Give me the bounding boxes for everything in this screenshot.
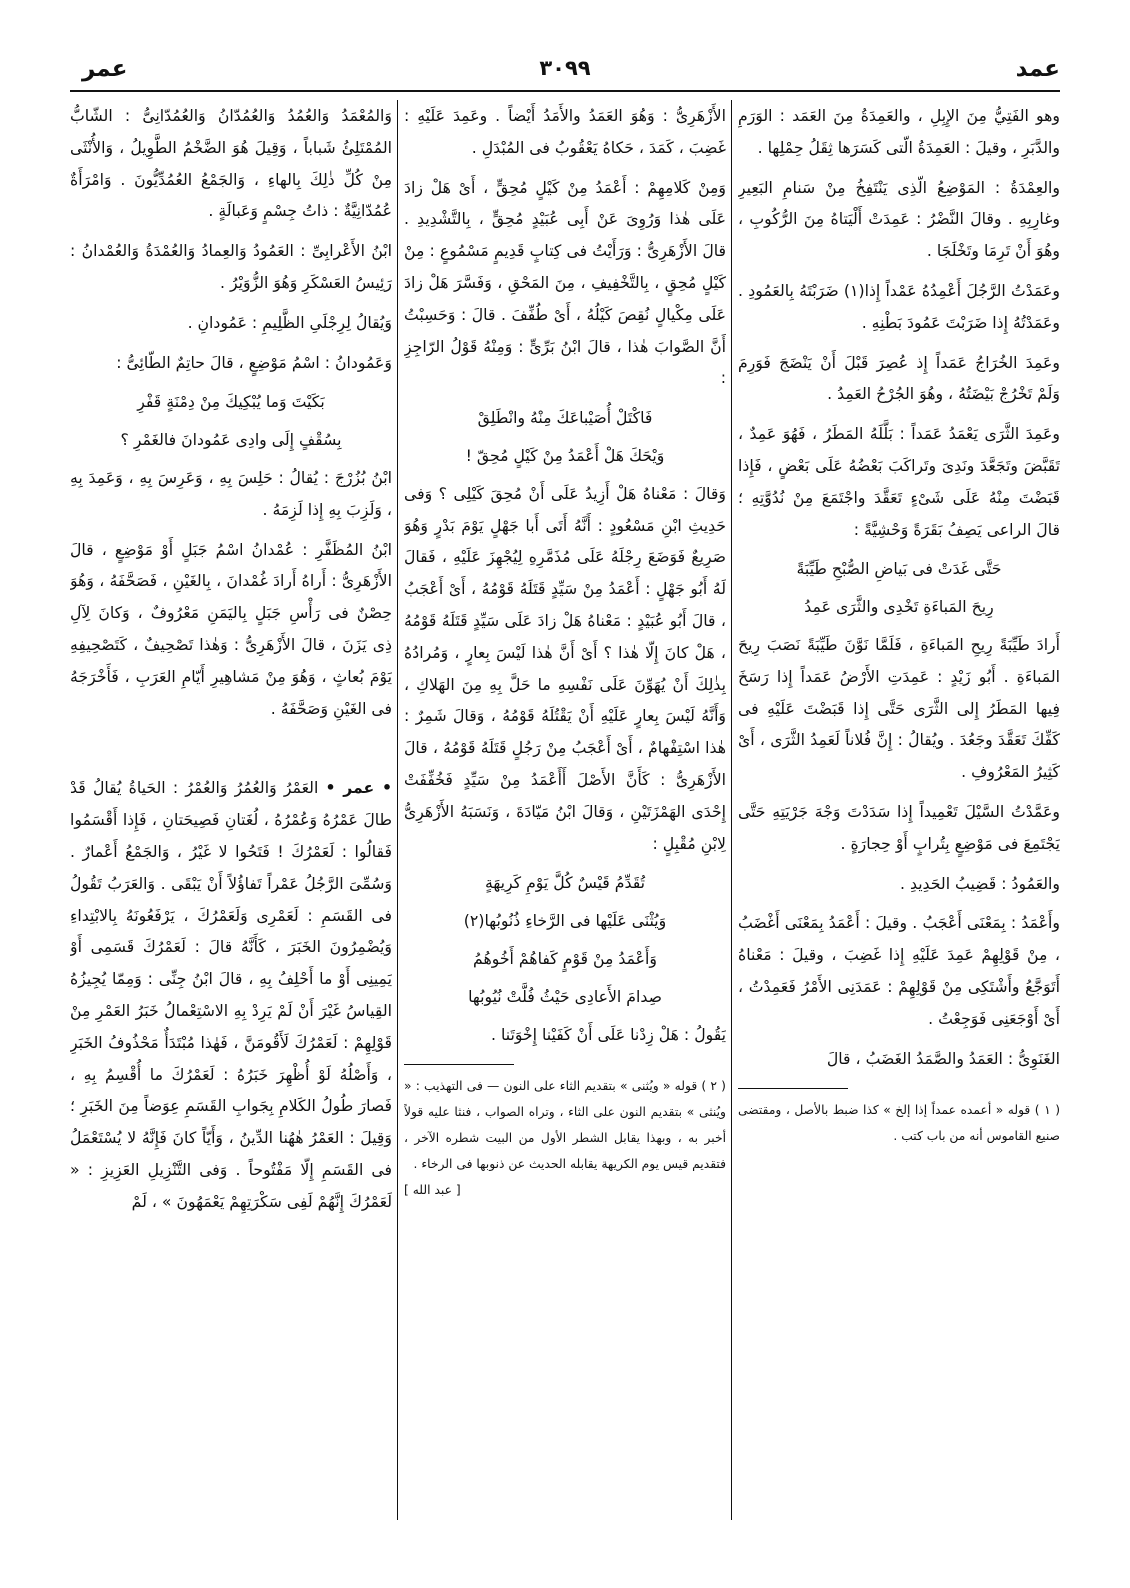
header-root-left: عمر	[82, 56, 128, 82]
header-root-right: عمد	[1015, 56, 1060, 82]
verse-line: صِدامَ الأَعادِى حَيْثُ فُلَّتْ نُيُوبُها	[468, 986, 662, 1006]
entry-heading: • عمر •	[325, 778, 392, 798]
verse-line: وَأَعْمَدُ مِنْ قَوْمٍ كَفاهُمْ أَخُوهُمُ	[473, 948, 657, 968]
footnote-signature: [ عبد الله ]	[404, 1183, 461, 1198]
paragraph: وَالمُعْمَدُ وَالعُمُدُ وَالعُمُدّانُ وَالعُمُدّانِىُّ : الشّابُّ المُمْتَلِئُ شَباباً ، وَقِيلَ هُوَ الضَّخْمُ الطَّوِيلُ ، وَالأُنْثَى مِنْ كُلِّ ذٰلِكَ بِالهاءِ ، وَالجَمْعُ العُمُدِّيُّونَ . وَامْرَأَةٌ عُمُدّانِيَّةٌ : ذاتُ جِسْمٍ وَعَبالَةٍ .	[70, 106, 392, 221]
verse-line: وَيُثْنَى عَلَيْها فى الرَّخاءِ ذُنُوبُها(٢)	[463, 911, 667, 931]
paragraph: والعَمُودُ : قَضِيبُ الحَدِيدِ .	[899, 873, 1060, 893]
entry-paragraph	[70, 772, 392, 1217]
column-right	[738, 100, 1060, 1520]
paragraph: وَيُقالُ لِرِجْلَىِ الظَّلِيمِ : عَمُودانِ .	[187, 312, 392, 332]
paragraph: وعَمَّدْتُ السَّيْلَ تَعْمِيداً إِذا سَدَدْتَ وَجْهَ جَرْيَتِهِ حَتَّى يَجْتَمِعَ فى مَوْضِعٍ بِتُرابٍ أَوْ حِجارَةٍ .	[738, 801, 1060, 853]
paragraph: وَعَمُودانُ : اسْمُ مَوْضِعٍ ، قالَ حاتِمٌ الطّائِىُّ :	[116, 352, 392, 372]
verse-line: بَكَيْتَ وَما يُبْكِيكَ مِنْ دِمْنَةٍ قَفْرِ	[137, 392, 325, 412]
paragraph: ابْنُ بُزُرْجَ : يُقالُ : حَلِسَ بِهِ ، وَعَرِسَ بِهِ ، وَعَمِدَ بِهِ ، وَلَزِبَ بِهِ إِذا لَزِمَهُ .	[70, 467, 392, 519]
column-middle	[404, 100, 726, 1520]
page-number: ٣٠٩٩	[539, 56, 591, 80]
verse-line: وَيْحَكَ هَلْ أَعْمَدُ مِنْ كَيْلٍ مُحِقّ !	[465, 445, 665, 465]
verse-line: رِيحَ المَباءَةِ تَخْدِى والثَّرَى عَمِدُ	[804, 597, 994, 617]
footnote: ( ٢ ) قوله « ويُثنى » بتقديم الثاء على النون — فى التهذيب : « ويُنثى » بتقديم النون على الثاء ، وتراه الصواب ، فنثا عليه قولاً أخبر به ، وبهذا يقابل الشطر الأول من البيت شطره الآخر ، فتقديم قيس يوم الكريهة يقابله الحديث عن ذنوبها فى الرخاء .	[404, 1079, 726, 1172]
paragraph: وَمِنْ كَلامِهِمْ : أَعْمَدُ مِنْ كَيْلٍ مُحِقٍّ ، أَىْ هَلْ زادَ عَلَى هٰذا وَرُوِىَ عَنْ أَبِى عُبَيْدٍ مُحِقٍّ ، بِالتَّشْدِيدِ . قالَ الأَزْهَرِىُّ : وَرَأَيْتُ فى كِتابٍ قَدِيمٍ مَسْمُوعٍ : مِنْ كَيْلٍ مُحِقٍ ، بِالتَّخْفِيفِ ، مِنَ المَحْقِ ، وَفَسَّرَ هَلْ زادَ عَلَى مِكْيالٍ نُقِصَ كَيْلُهُ ، أَىْ طُفِّفَ . قالَ : وَحَسِبْتُ أَنَّ الصَّوابَ هٰذا ، قالَ ابْنُ بَرِّىٍّ : وَمِنْهُ قَوْلُ الرّاجِزِ :	[404, 177, 726, 388]
paragraph: الأَزْهَرِىُّ : وَهُوَ العَمَدُ والأَمَدُ أَيْضاً . وعَمِدَ عَلَيْهِ : غَضِبَ ، كَمَدَ ، حَكاهُ يَعْقُوبُ فى المُبْدَلِ .	[404, 106, 726, 157]
verse-line: بِسُقْفٍ إِلَى وادِى عَمُودانَ فالغَمْرِ ؟	[120, 430, 342, 450]
column-left	[70, 100, 392, 1520]
paragraph: والعِمْدَةُ : المَوْضِعُ الّذِى يَنْتَفِخُ مِنْ سَنامِ البَعِيرِ وغارِبِهِ . وقالَ النَّضْرُ : عَمِدَتْ أَلْيَتاهُ مِنَ الرُّكُوبِ ، وهُوَ أَنْ تَرِمَا وتَخْلَجَا .	[738, 177, 1060, 261]
footnote-rule	[738, 1088, 848, 1089]
paragraph: وهو الفَتِيُّ مِنَ الإِبِلِ ، والعَمِدَةُ مِنَ العَمَد : الوَرَمِ والدَّبَرِ ، وقيلَ : العَمِدَةُ الّتى كَسَرَها ثِقَلُ حِمْلِها .	[738, 106, 1060, 157]
paragraph-text: العَمْرُ وَالعُمُرُ وَالعُمْرُ : الحَياةُ يُقالُ قَدْ طالَ عَمْرُهُ وَعُمْرُهُ ، لُغَتانِ فَصِيحَتانِ ، فَإِذا أَقْسَمُوا فَقالُوا : لَعَمْرُكَ ! فَتَحُوا لا غَيْرُ ، وَالجَمْعُ أَعْمارٌ . وَسُمِّىَ الرَّجُلُ عَمْراً تَفاؤُلاً أَنْ يَبْقَى . وَالعَرَبُ تَقُولُ فى القَسَمِ : لَعَمْرِى وَلَعَمْرُكَ ، يَرْفَعُونَهُ بِالابْتِداءِ وَيُضْمِرُونَ الخَبَرَ ، كَأَنَّهُ قالَ : لَعَمْرُكَ قَسَمِى أَوْ يَمِينِى أَوْ ما أَحْلِفُ بِهِ ، قالَ ابْنُ جِنِّى : وَمِمّا يُجِيزُهُ القِياسُ غَيْرَ أَنْ لَمْ يَرِدْ بِهِ الاسْتِعْمالُ خَبَرُ العَمْرِ مِنْ قَوْلِهِمْ : لَعَمْرُكَ لَأَقُومَنَّ ، فَهٰذا مُبْتَدَأٌ مَحْذُوفُ الخَبَرِ ، وَأَصْلُهُ لَوْ أُظْهِرَ خَبَرُهُ : لَعَمْرُكَ ما أُقْسِمُ بِهِ ، فَصارَ طُولُ الكَلامِ بِجَوابِ القَسَمِ عِوَضاً مِنَ الخَبَرِ ؛ وَقِيلَ : العَمْرُ هٰهُنا الدِّينُ ، وَأَيّاً كانَ فَإِنَّهُ لا يُسْتَعْمَلُ فى القَسَمِ إِلّا مَفْتُوحاً . وَفى التَّنْزِيلِ العَزِيزِ : « لَعَمْرُكَ إِنَّهُمْ لَفِى سَكْرَتِهِمْ يَعْمَهُونَ » ، لَمْ	[70, 778, 392, 1211]
paragraph: وعَمَدْتُ الرَّجُلَ أَعْمِدُهُ عَمْداً إِذا(١) ضَرَبْتَهُ بِالعَمُودِ . وعَمَدْتُهُ إِذا ضَرَبْتَ عَمُودَ بَطْنِهِ .	[738, 280, 1060, 332]
paragraph: ابْنُ المُظَفَّرِ : عُمْدانُ اسْمُ جَبَلٍ أَوْ مَوْضِعٍ ، قالَ الأَزْهَرِىُّ : أَراهُ أَرادَ غُمْدانَ ، بِالغَيْنِ ، فَصَحَّفَهُ ، وَهُوَ حِصْنٌ فى رَأْسِ جَبَلٍ بِاليَمَنِ مَعْرُوفٌ ، وَكانَ لِآلِ ذِى يَزَنَ ، قالَ الأَزْهَرِىُّ : وَهٰذا تَصْحِيفٌ ، كَتَصْحِيفِهِ يَوْمَ بُعاثٍ ، وَهُوَ مِنْ مَشاهِيرِ أَيّامِ العَرَبِ ، فَأَخْرَجَهُ فى الغَيْنِ وَصَحَّفَهُ .	[70, 539, 392, 718]
paragraph: وعَمِدَ الثَّرَى يَعْمَدُ عَمَداً : بَلَّلَهُ المَطَرُ ، فَهُوَ عَمِدٌ ، تَقَبَّضَ وتَجَعَّدَ ونَدِىَ وتَراكَبَ بَعْضُهُ عَلَى بَعْضٍ ، فَإِذا قَبَضْتَ مِنْهُ عَلَى شَىْءٍ تَعَقَّدَ واجْتَمَعَ مِنْ نُدُوَّتِهِ ؛ قالَ الراعى يَصِفُ بَقَرَةً وَحْشِيَّةً :	[738, 424, 1060, 539]
column-divider	[397, 100, 398, 1520]
paragraph: وأَعْمَدُ : بِمَعْنَى أَعْجَبُ . وقيلَ : أَعْمَدُ بِمَعْنَى أَغْضَبُ ، مِنْ قَوْلِهِمْ عَمِدَ عَلَيْهِ إِذا غَضِبَ ، وقيلَ : مَعْناهُ أَتَوَجَّعُ وأَشْتَكِى مِنْ قَوْلِهِمْ : عَمَدَنِى الأَمْرُ فَعَمِدْتُ ، أَىْ أَوْجَعَنِى فَوَجِعْتُ .	[738, 913, 1060, 1028]
paragraph: ابْنُ الأَعْرابِىِّ : العَمُودُ وَالعِمادُ وَالعُمْدَةُ وَالعُمْدانُ : رَئِيسُ العَسْكَرِ وَهُوَ الزُّوَيْرُ .	[70, 241, 392, 292]
paragraph: يَقُولُ : هَلْ زِدْنا عَلَى أَنْ كَفَيْنا إِخْوَتَنا .	[490, 1024, 726, 1044]
page-header	[70, 52, 1060, 92]
column-divider	[731, 100, 732, 1520]
verse-line: فَاكْتَلْ أُصَيْباعَكَ مِنْهُ وانْطَلِقْ	[477, 408, 653, 428]
footnote: ( ١ ) قوله « أعمده عمداً إذا إلخ » كذا ضبط بالأصل ، ومقتضى صنيع القاموس أنه من باب كتب .	[738, 1103, 1060, 1144]
footnote-rule	[404, 1064, 514, 1065]
paragraph: وعَمِدَ الخُرَاجُ عَمَداً إِذ عُصِرَ قَبْلَ أَنْ يَنْضَجَ فَوَرِمَ وَلَمْ تَخْرُجْ بَيْضَتُهُ ، وهُوَ الجُرْحُ العَمِدُ .	[738, 352, 1060, 404]
verse-line: حَتَّى غَدَتْ فى بَياضِ الصُّبْحِ طَيِّبَةً	[796, 559, 1002, 579]
entry-separator	[70, 732, 392, 772]
paragraph: وَقالَ : مَعْناهُ هَلْ أَزِيدُ عَلَى أَنْ مُحِقَ كَيْلِى ؟ وَفى حَدِيثِ ابْنِ مَسْعُودٍ : أَنَّهُ أَتَى أَبا جَهْلٍ يَوْمَ بَدْرٍ وَهُوَ صَرِيعٌ فَوَضَعَ رِجْلَهُ عَلَى مُذَمَّرِهِ لِيُجْهِزَ عَلَيْهِ ، فَقالَ لَهُ أَبُو جَهْلٍ : أَعْمَدُ مِنْ سَيِّدٍ قَتَلَهُ قَوْمُهُ ، أَىْ أَعْجَبُ ، قالَ أَبُو عُبَيْدٍ : مَعْناهُ هَلْ زادَ عَلَى سَيِّدٍ قَتَلَهُ قَوْمُهُ ، هَلْ كانَ إِلّا هٰذا ؟ أَىْ أَنَّ هٰذا لَيْسَ بِعارٍ ، وَمُرادُهُ بِذٰلِكَ أَنْ يُهَوِّنَ عَلَى نَفْسِهِ ما حَلَّ بِهِ مِنَ الهَلاكِ ، وَأَنَّهُ لَيْسَ بِعارٍ عَلَيْهِ أَنْ يَقْتُلَهُ قَوْمُهُ ، وَقالَ شَمِرٌ : هٰذا اسْتِفْهامٌ ، أَىْ أَعْجَبُ مِنْ رَجُلٍ قَتَلَهُ قَوْمُهُ ، قالَ الأَزْهَرِىُّ : كَأَنَّ الأَصْلَ أَأَعْمَدُ مِنْ سَيِّدٍ فَخُفِّفَتْ إِحْدَى الهَمْزَتَيْنِ ، وَقالَ ابْنُ مَيّادَةَ ، وَنَسَبَهُ الأَزْهَرِىُّ لِابْنِ مُقْبِلٍ :	[404, 483, 726, 853]
verse-line: تُقَدِّمُ قَيْسٌ كُلَّ يَوْمِ كَرِيهَةٍ	[484, 873, 646, 893]
paragraph: أَرادَ طَيِّبَةً رِيحِ المَباءَةِ ، فَلَمَّا نَوَّنَ طَيِّبَةً نَصَبَ رِيحَ المَباءَةِ . أَبُو زَيْدٍ : عَمِدَتِ الأَرْضُ عَمَداً إِذا رَسَخَ فِيها المَطَرُ إِلى الثَّرَى حَتَّى إِذا قَبَضْتَ عَلَيْهِ فى كَفِّكَ تَعَقَّدَ وجَعُدَ . ويُقالُ : إِنَّ فُلاناً لَعَمِدُ الثَّرَى ، أَىْ كَثِيرُ المَعْرُوفِ .	[738, 634, 1060, 782]
paragraph: الغَنَوِىُّ : العَمَدُ والصَّمَدُ الغَضَبُ ، قالَ	[826, 1048, 1060, 1068]
